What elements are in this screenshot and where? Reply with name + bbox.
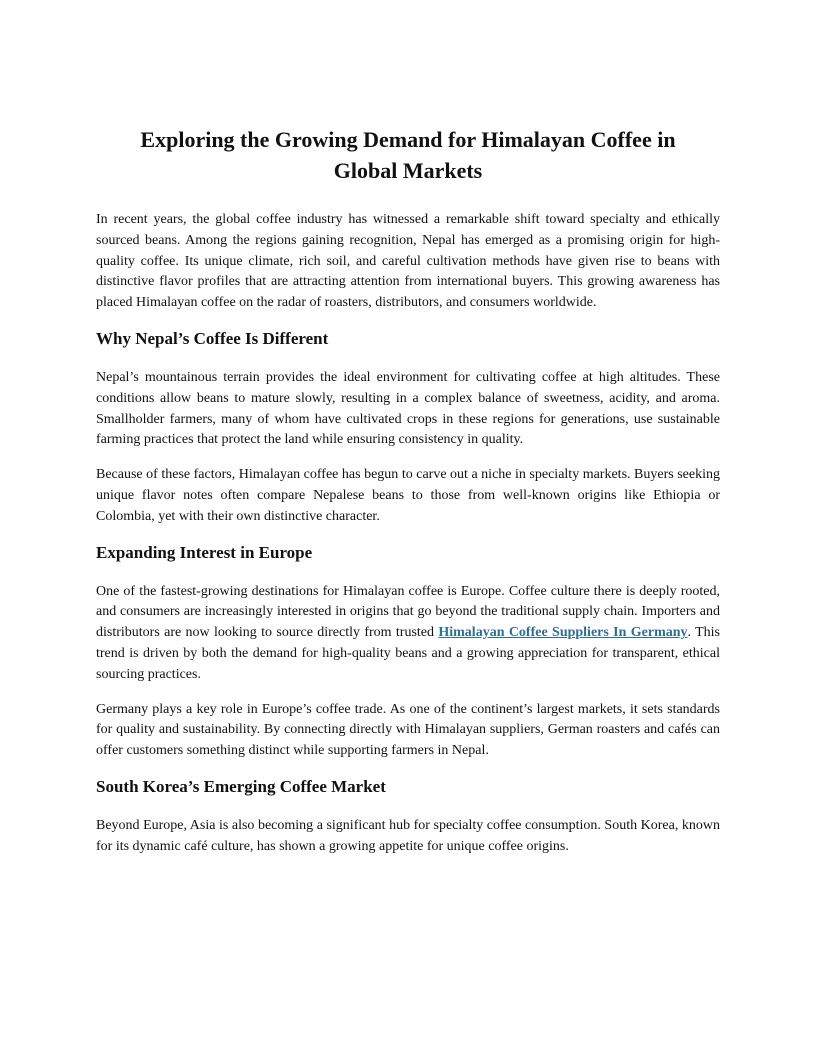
- nepal-paragraph-2: Because of these factors, Himalayan coffee has begun to carve out a niche in specialty markets. Buyers seeking unique flavor notes often compare Nepalese beans to those from well-known origins like Ethiopia or Colombia, yet with their own distinctive character.: [96, 467, 720, 524]
- europe-paragraph-1: [96, 582, 720, 686]
- europe-paragraph-2: Germany plays a key role in Europe’s coffee trade. As one of the continent’s largest markets, it sets standards for quality and sustainability. By connecting directly with Himalayan suppliers, German roasters and cafés can offer customers something distinct while supporting farmers in Nepal.: [96, 701, 720, 759]
- document-title: Exploring the Growing Demand for Himalayan Coffee in Global Markets: [140, 127, 676, 183]
- document-page: [96, 124, 720, 858]
- section-heading-europe: Expanding Interest in Europe: [96, 542, 313, 562]
- europe-paragraph-1-before: One of the fastest-growing destinations for Himalayan coffee is Europe. Coffee culture there is deeply rooted, and consumers are increasingly interested in origins that go beyond the traditional supply chain. Importers and distributors are now looking to source directly from trusted: [96, 583, 720, 641]
- himalayan-coffee-suppliers-link[interactable]: Himalayan Coffee Suppliers In Germany: [438, 625, 688, 641]
- section-heading-nepal: Why Nepal’s Coffee Is Different: [96, 328, 329, 348]
- korea-paragraph-1: Beyond Europe, Asia is also becoming a significant hub for specialty coffee consumption. South Korea, known for its dynamic café culture, has shown a growing appetite for unique coffee origins.: [96, 817, 720, 854]
- europe-paragraph-1-after: . This trend is driven by both the demand for high-quality beans and a growing appreciation for transparent, ethical sourcing practices.: [96, 625, 720, 682]
- nepal-paragraph-1: Nepal’s mountainous terrain provides the ideal environment for cultivating coffee at high altitudes. These conditions allow beans to mature slowly, resulting in a complex balance of sweetness, acidity, and aroma. Smallholder farmers, many of whom have cultivated crops in these regions for generations, use sustainable farming practices that protect the land while ensuring consistency in quality.: [96, 369, 720, 448]
- section-heading-korea: South Korea’s Emerging Coffee Market: [96, 776, 386, 796]
- intro-paragraph: In recent years, the global coffee industry has witnessed a remarkable shift toward specialty and ethically sourced beans. Among the regions gaining recognition, Nepal has emerged as a promising origin for high-quality coffee. Its unique climate, rich soil, and careful cultivation methods have given rise to beans with distinctive flavor profiles that are attracting attention from international buyers. This growing awareness has placed Himalayan coffee on the radar of roasters, distributors, and consumers worldwide.: [96, 212, 720, 311]
